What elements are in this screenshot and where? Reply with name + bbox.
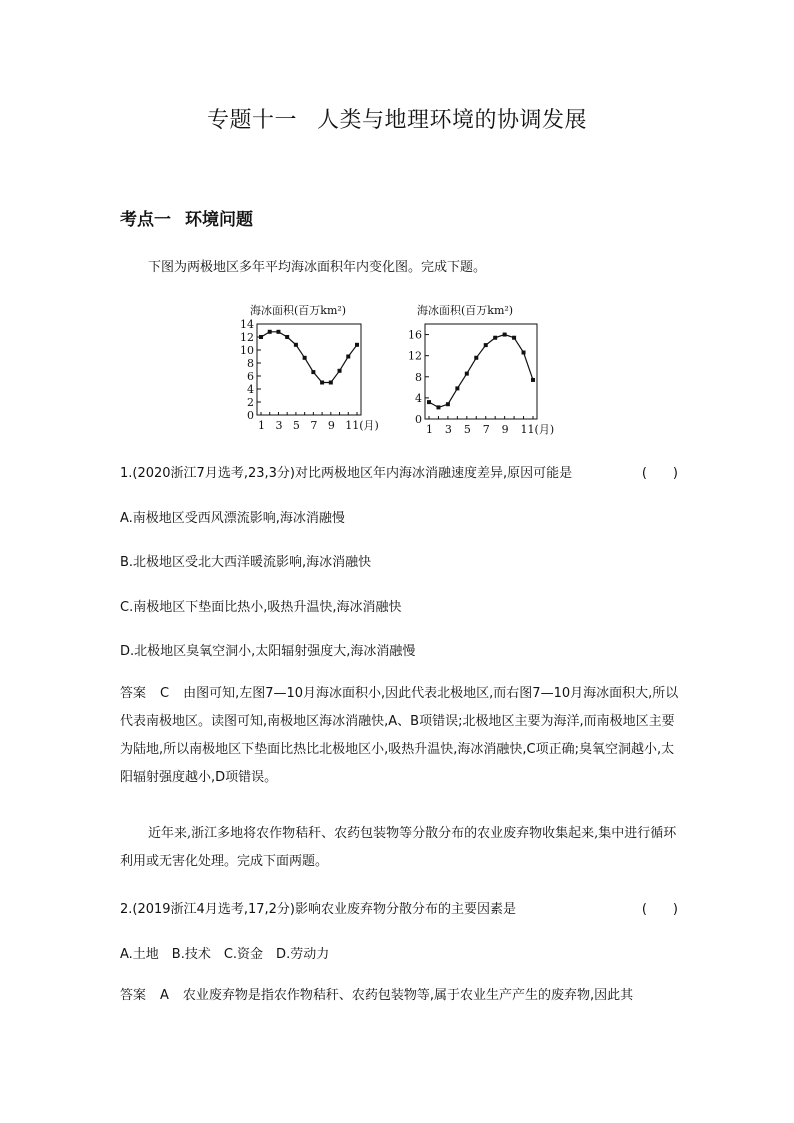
option-d: D.北极地区臭氧空洞小,太阳辐射强度大,海冰消融慢 [120, 644, 416, 659]
data-point [259, 335, 263, 339]
data-point [474, 356, 478, 360]
data-point [276, 330, 280, 334]
x-tick-label: 1 [258, 419, 265, 432]
question-1: 1.(2020浙江7月选考,23,3分)对比两极地区年内海冰消融速度差异,原因可能是 ( ) [120, 462, 678, 481]
data-point [268, 330, 272, 334]
data-point [484, 343, 488, 347]
answer-1 [120, 680, 680, 792]
question-2: 2.(2019浙江4月选考,17,2分)影响农业废弃物分散分布的主要因素是 ( ) [120, 898, 678, 917]
y-tick-label: 8 [415, 370, 422, 384]
x-tick-label: 11(月) [520, 423, 555, 436]
option-a: A.南极地区受西风漂流影响,海冰消融慢 [120, 511, 345, 526]
answer-explanation: 由图可知,左图7—10月海冰面积小,因此代表北极地区,而右图7—10月海冰面积大,所以代表南极地区。读图可知,南极地区海冰消融快,A、B项错误;北极地区主要为海洋,而南极地区主要为陆地,所以南极地区下垫面比热比北极地区小,吸热升温快,海冰消融快,C项正确;臭氧空洞越小,太阳辐射强度越小,D项错误。 [120, 686, 679, 785]
option-b: B.北极地区受北大西洋暖流影响,海冰消融快 [120, 555, 372, 570]
data-point [531, 378, 535, 382]
data-point [436, 405, 440, 409]
x-tick-label: 5 [292, 419, 300, 432]
y-tick-label: 0 [247, 409, 254, 422]
y-tick-label: 12 [408, 349, 422, 363]
section-heading: 考点一 环境问题 [120, 210, 253, 230]
x-tick-label: 5 [463, 423, 471, 436]
data-point [465, 372, 469, 376]
data-point [338, 369, 342, 373]
y-tick-label: 12 [240, 331, 254, 344]
answer-bracket: ( ) [641, 902, 678, 917]
data-point [455, 386, 459, 390]
chart-right [408, 303, 554, 436]
x-tick-label: 1 [426, 423, 433, 436]
y-tick-label: 0 [415, 413, 422, 426]
intro-text-1: 下图为两极地区多年平均海冰面积年内变化图。完成下题。 [148, 260, 487, 275]
sea-ice-charts [0, 292, 794, 442]
data-point [493, 336, 497, 340]
data-point [503, 333, 507, 337]
question-2-options: A.土地 B.技术 C.资金 D.劳动力 [120, 947, 330, 962]
x-tick-label: 7 [482, 423, 490, 436]
data-point [512, 336, 516, 340]
data-point [311, 370, 315, 374]
data-point [446, 402, 450, 406]
data-point [346, 355, 350, 359]
data-point [522, 351, 526, 355]
data-point [355, 343, 359, 347]
data-point [294, 343, 298, 347]
x-tick-label: 7 [310, 419, 318, 432]
data-point [320, 381, 324, 385]
y-tick-label: 10 [240, 344, 254, 357]
answer-2 [120, 982, 680, 1010]
intro-text-2: 近年来,浙江多地将农作物秸秆、农药包装物等分散分布的农业废弃物收集起来,集中进行循环利用或无害化处理。完成下面两题。 [120, 826, 677, 869]
y-tick-label: 14 [240, 318, 254, 331]
data-point [303, 356, 307, 360]
y-tick-label: 6 [247, 370, 254, 383]
chart-left [240, 303, 379, 432]
answer-explanation: 农业废弃物是指农作物秸秆、农药包装物等,属于农业生产产生的废弃物,因此其 [182, 988, 634, 1003]
y-tick-label: 2 [247, 396, 254, 409]
y-axis-label: 海冰面积(百万km²) [417, 304, 514, 317]
x-tick-label: 3 [444, 423, 452, 436]
series-line [429, 335, 533, 408]
answer-bracket: ( ) [641, 466, 678, 481]
y-tick-label: 4 [247, 383, 254, 396]
y-tick-label: 4 [415, 391, 422, 405]
y-axis-label: 海冰面积(百万km²) [250, 304, 347, 317]
x-tick-label: 9 [327, 419, 335, 432]
data-point [427, 400, 431, 404]
data-point [329, 381, 333, 385]
answer-letter: C [160, 686, 170, 701]
option-c: C.南极地区下垫面比热小,吸热升温快,海冰消融快 [120, 600, 402, 615]
x-tick-label: 3 [275, 419, 283, 432]
series-line [261, 332, 357, 383]
y-tick-label: 16 [408, 328, 422, 342]
x-tick-label: 9 [501, 423, 509, 436]
plot-frame [257, 324, 361, 415]
x-tick-label: 11(月) [345, 419, 379, 432]
answer-label: 答案 [120, 686, 147, 701]
plot-frame [425, 324, 537, 419]
y-tick-label: 8 [247, 357, 254, 370]
data-point [285, 335, 289, 339]
page-title: 专题十一 人类与地理环境的协调发展 [206, 108, 588, 133]
answer-label: 答案 [120, 988, 147, 1003]
answer-letter: A [160, 988, 169, 1003]
